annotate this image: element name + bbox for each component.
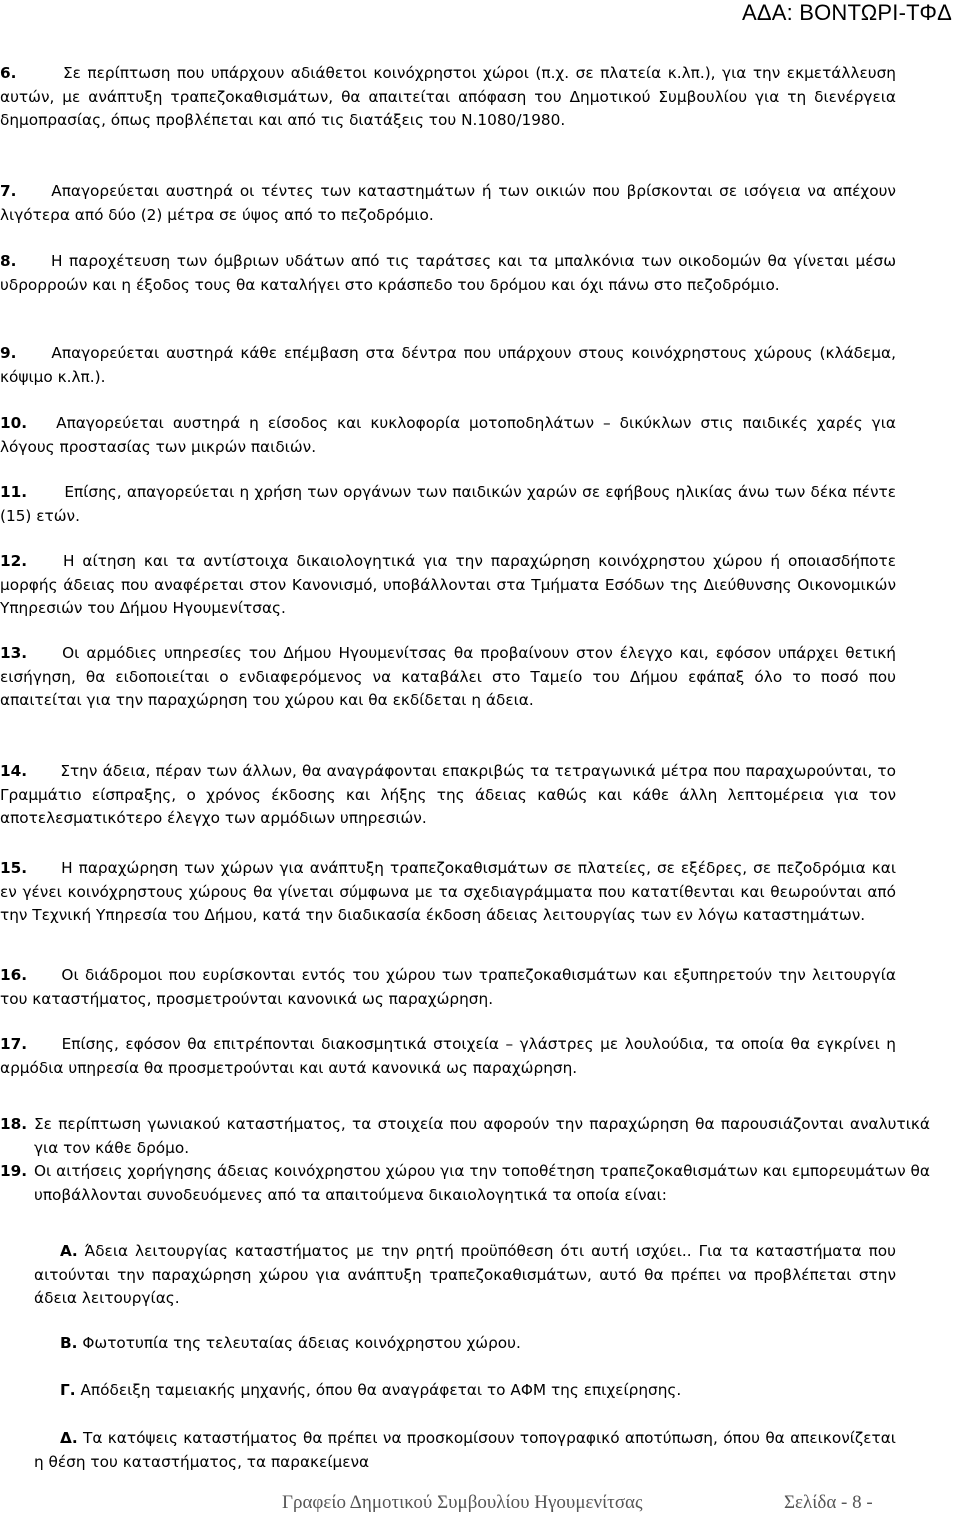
paragraph-16 [0, 964, 896, 1011]
ada-code: ΑΔΑ: ΒΟΝΤΩΡΙ-ΤΦΔ [741, 0, 952, 25]
paragraph-14 [0, 760, 896, 831]
subitem-text: Απόδειξη ταμειακής μηχανής, όπου θα αναγράφεται το ΑΦΜ της επιχείρησης. [80, 1381, 682, 1399]
subitem-text: Φωτοτυπία της τελευταίας άδειας κοινόχρηστου χώρου. [82, 1334, 521, 1352]
paragraph-number: 15. [0, 859, 28, 877]
paragraph-number: 8. [0, 252, 17, 270]
paragraph-15 [0, 857, 896, 928]
subitem-b [34, 1332, 896, 1356]
paragraph-6 [0, 62, 896, 133]
paragraph-text: Επίσης, απαγορεύεται η χρήση των οργάνων των παιδικών χαρών σε εφήβους ηλικίας άνω των δέκα πέντε (15) ετών. [0, 483, 896, 525]
page-number: Σελίδα - 8 - [784, 1492, 873, 1513]
paragraph-text: Η αίτηση και τα αντίστοιχα δικαιολογητικά για την παραχώρηση κοινόχρηστου χώρου ή οποιασδήποτε μορφής άδειας που αναφέρεται στον Κανονισμό, υποβάλλονται στα Τμήματα Εσόδων της Διεύθυνσης Οικονομικών Υπηρεσιών του Δήμου Ηγουμενίτσας. [0, 552, 896, 617]
paragraph-11 [0, 481, 896, 528]
paragraph-8 [0, 250, 896, 297]
paragraph-12 [0, 550, 896, 621]
paragraph-number: 14. [0, 762, 28, 780]
footer-office: Γραφείο Δημοτικού Συμβουλίου Ηγουμενίτσας [282, 1492, 643, 1513]
subitem-letter: Γ. [60, 1381, 76, 1399]
paragraph-13 [0, 642, 896, 713]
paragraph-18 [0, 1113, 930, 1160]
paragraph-number: 7. [0, 182, 17, 200]
paragraph-text: Απαγορεύεται αυστηρά κάθε επέμβαση στα δέντρα που υπάρχουν στους κοινόχρηστους χώρους (κλάδεμα, κόψιμο κ.λπ.). [0, 344, 896, 386]
paragraph-text: Επίσης, εφόσον θα επιτρέπονται διακοσμητικά στοιχεία – γλάστρες με λουλούδια, τα οποία θα εγκρίνει η αρμόδια υπηρεσία θα προσμετρούνται και αυτά κανονικά ως παραχώρηση. [0, 1035, 896, 1077]
paragraph-text: Οι διάδρομοι που ευρίσκονται εντός του χώρου των τραπεζοκαθισμάτων και εξυπηρετούν την λειτουργία του καταστήματος, προσμετρούνται κανονικά ως παραχώρηση. [0, 966, 896, 1008]
paragraph-number: 11. [0, 483, 28, 501]
paragraph-number: 19. [0, 1162, 28, 1180]
subitem-letter: Α. [60, 1242, 78, 1260]
paragraph-number: 12. [0, 552, 28, 570]
subitem-text: Άδεια λειτουργίας καταστήματος με την ρητή προϋπόθεση ότι αυτή ισχύει.. Για τα καταστήματα που αιτούνται την παραχώρηση χώρου για ανάπτυξη τραπεζοκαθισμάτων, αυτό θα πρέπει να προβλέπεται στην άδεια λειτουργίας. [34, 1242, 896, 1307]
paragraph-number: 6. [0, 64, 17, 82]
paragraph-number: 10. [0, 414, 28, 432]
paragraph-number: 17. [0, 1035, 28, 1053]
subitem-letter: Β. [60, 1334, 78, 1352]
subitem-letter: Δ. [60, 1429, 78, 1447]
paragraph-text: Οι αρμόδιες υπηρεσίες του Δήμου Ηγουμενίτσας θα προβαίνουν στον έλεγχο και, εφόσον υπάρχει θετική εισήγηση, θα ειδοποιείται ο ενδιαφερόμενος να καταβάλει στο Ταμείο του Δήμου εφάπαξ όλο το ποσό που απαιτείται για την παραχώρηση του χώρου και θα εκδίδεται η άδεια. [0, 644, 896, 709]
paragraph-text: Απαγορεύεται αυστηρά οι τέντες των καταστημάτων ή των οικιών που βρίσκονται σε ισόγεια να απέχουν λιγότερα από δύο (2) μέτρα σε ύψος από το πεζοδρόμιο. [0, 182, 896, 224]
paragraph-number: 9. [0, 344, 17, 362]
paragraph-number: 13. [0, 644, 28, 662]
paragraph-7 [0, 180, 896, 227]
paragraph-text: Απαγορεύεται αυστηρά η είσοδος και κυκλοφορία μοτοποδηλάτων – δικύκλων στις παιδικές χαρές για λόγους προστασίας των μικρών παιδιών. [0, 414, 896, 456]
paragraph-text: Η παραχώρηση των χώρων για ανάπτυξη τραπεζοκαθισμάτων σε πλατείες, σε εξέδρες, σε πεζοδρόμια και εν γένει κοινόχρηστους χώρους θα γίνεται σύμφωνα με τα σχεδιαγράμματα που κατατίθενται και θεωρούνται από την Τεχνική Υπηρεσία του Δήμου, κατά την διαδικασία έκδοση άδειας λειτουργίας των εν λόγω καταστημάτων. [0, 859, 896, 924]
paragraph-text: Σε περίπτωση που υπάρχουν αδιάθετοι κοινόχρηστοι χώροι (π.χ. σε πλατεία κ.λπ.), για την εκμετάλλευση αυτών, με ανάπτυξη τραπεζοκαθισμάτων, θα απαιτείται απόφαση του Δημοτικού Συμβουλίου για τη διενέργεια δημοπρασίας, όπως προβλέπεται και από τις διατάξεις του Ν.1080/1980. [0, 64, 896, 129]
paragraph-number: 18. [0, 1115, 28, 1133]
subitem-d [34, 1427, 896, 1474]
paragraph-17 [0, 1033, 896, 1080]
paragraph-19 [0, 1160, 930, 1207]
paragraph-number: 16. [0, 966, 28, 984]
paragraph-text: Η παροχέτευση των όμβριων υδάτων από τις ταράτσες και τα μπαλκόνια των οικοδομών θα γίνεται μέσω υδρορροών και η έξοδος τους θα καταλήγει στο κράσπεδο του δρόμου και όχι πάνω στο πεζοδρόμιο. [0, 252, 897, 294]
subitem-c [34, 1379, 896, 1403]
paragraph-9 [0, 342, 896, 389]
paragraph-text: Οι αιτήσεις χορήγησης άδειας κοινόχρηστου χώρου για την τοποθέτηση τραπεζοκαθισμάτων και εμπορευμάτων θα υποβάλλονται συνοδευόμενες από τα απαιτούμενα δικαιολογητικά τα οποία είναι: [34, 1162, 930, 1204]
subitem-text: Τα κατόψεις καταστήματος θα πρέπει να προσκομίσουν τοπογραφικό αποτύπωση, όπου θα απεικονίζεται η θέση του καταστήματος, τα παρακείμενα [34, 1429, 896, 1471]
paragraph-text: Στην άδεια, πέραν των άλλων, θα αναγράφονται επακριβώς τα τετραγωνικά μέτρα που παραχωρούνται, το Γραμμάτιο είσπραξης, ο χρόνος έκδοσης και λήξης της άδειας καθώς και κάθε άλλη λεπτομέρεια για τον αποτελεσματικότερο έλεγχο των αρμόδιων υπηρεσιών. [0, 762, 896, 827]
paragraph-10 [0, 412, 896, 459]
subitem-a [34, 1240, 896, 1311]
paragraph-text: Σε περίπτωση γωνιακού καταστήματος, τα στοιχεία που αφορούν την παραχώρηση θα παρουσιάζονται αναλυτικά για τον κάθε δρόμο. [34, 1115, 930, 1157]
